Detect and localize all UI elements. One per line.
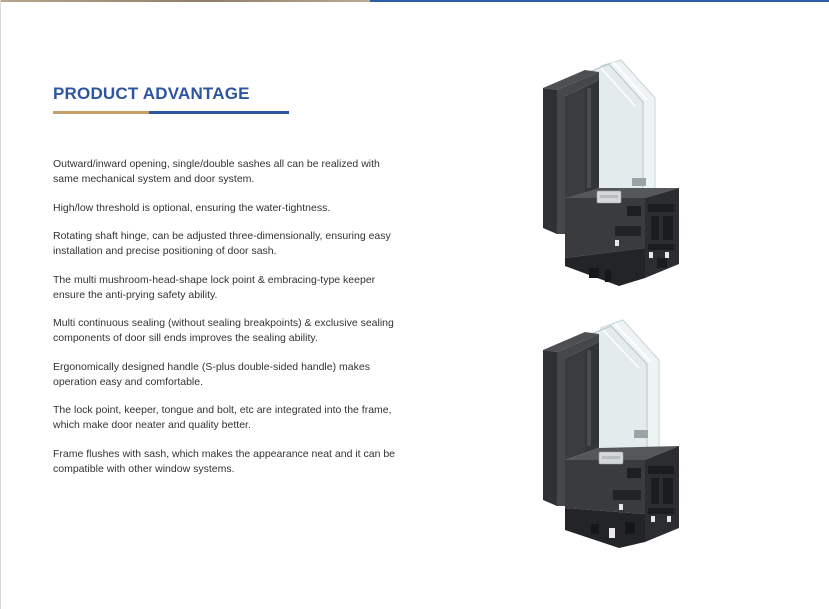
door-profile-section-2 (529, 318, 689, 550)
door-profile-section-1 (529, 58, 689, 288)
advantage-item: Multi continuous sealing (without sealing breakpoints) & exclusive sealing components of door sill ends improves the sealing ability. (53, 317, 394, 344)
advantage-item: Frame flushes with sash, which makes the appearance neat and it can be compatible with other window systems. (53, 447, 396, 475)
top-decorative-strip (1, 0, 829, 2)
advantage-list (53, 157, 408, 490)
advantage-item: Outward/inward opening, single/double sashes all can be realized with same mechanical system and door system. (53, 158, 380, 185)
advantage-item: Ergonomically designed handle (S-plus double-sided handle) makes operation easy and comfortable. (53, 360, 370, 388)
title-underline-blue (149, 111, 289, 114)
advantage-item: High/low threshold is optional, ensuring the water-tightness. (53, 201, 331, 214)
advantage-item: The lock point, keeper, tongue and bolt, etc are integrated into the frame, which make door neater and quality better. (53, 404, 392, 431)
title-underline (53, 111, 289, 114)
title-underline-gold (53, 111, 149, 114)
page-title: PRODUCT ADVANTAGE (53, 84, 250, 103)
advantage-item: The multi mushroom-head-shape lock point & embracing-type keeper ensure the anti-prying safety ability. (53, 273, 376, 301)
advantage-item: Rotating shaft hinge, can be adjusted three-dimensionally, ensuring easy installation and precise positioning of door sash. (53, 230, 391, 257)
